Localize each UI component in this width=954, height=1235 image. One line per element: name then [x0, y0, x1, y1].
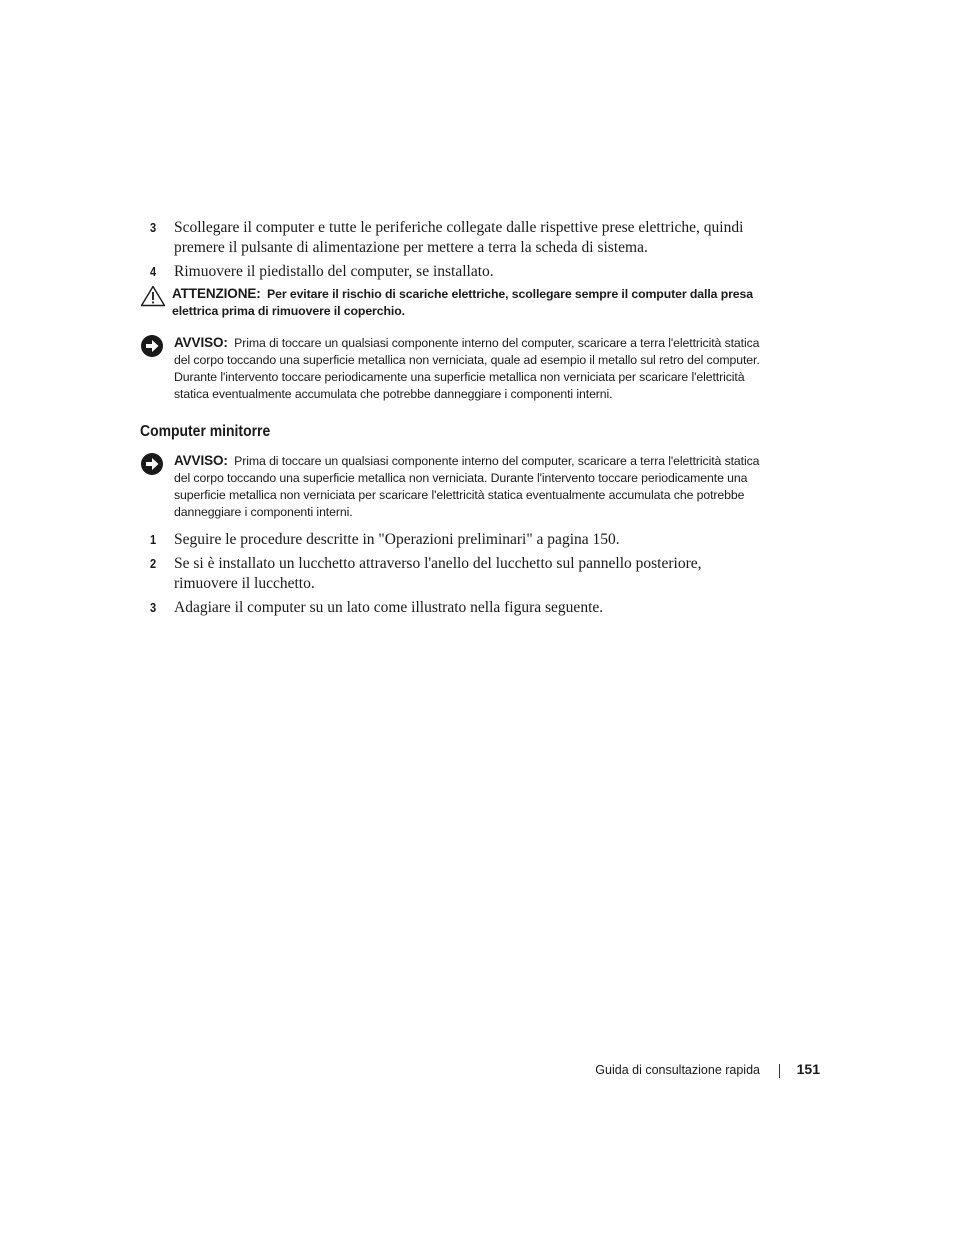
step-1-preliminary	[150, 530, 760, 550]
caution-label: ATTENZIONE:	[172, 286, 261, 301]
step-number: 4	[150, 264, 157, 279]
step-number: 2	[150, 556, 157, 571]
step-text: Rimuovere il piedistallo del computer, se installato.	[174, 263, 494, 280]
notice-arrow-icon	[140, 452, 166, 476]
notice-label: AVVISO:	[174, 453, 228, 468]
step-number: 3	[150, 220, 157, 235]
caution-text: Per evitare il rischio di scariche elettriche, scollegare sempre il computer dalla presa elettrica prima di rimuovere il coperchio.	[172, 287, 754, 318]
section-heading: Computer minitorre	[140, 423, 271, 440]
step-text: Se si è installato un lucchetto attraverso l'anello del lucchetto sul pannello posteriore, rimuovere il lucchetto.	[174, 555, 702, 592]
step-3-lay-on-side	[150, 598, 760, 618]
step-text: Scollegare il computer e tutte le periferiche collegate dalle rispettive prese elettriche, quindi premere il pulsante di alimentazione per mettere a terra la scheda di sistema.	[174, 219, 744, 256]
caution-note	[140, 285, 765, 320]
notice-text: Prima di toccare un qualsiasi componente interno del computer, scaricare a terra l'elettricità statica del corpo toccando una superficie metallica non verniciata, quale ad esempio il metallo sul retro del computer. Durante l'intervento toccare periodicamente una superficie metallica non verniciata per scaricare l'elettricità statica eventualmente accumulata che potrebbe danneggiare i componenti interni.	[174, 336, 760, 401]
step-2-remove-padlock	[150, 554, 760, 594]
step-text: Adagiare il computer su un lato come illustrato nella figura seguente.	[174, 599, 604, 616]
notice-text: Prima di toccare un qualsiasi componente interno del computer, scaricare a terra l'elettricità statica del corpo toccando una superficie metallica non verniciata. Durante l'intervento toccare periodicamente una superficie metallica non verniciata per scaricare l'elettricità statica eventualmente accumulata che potrebbe danneggiare i componenti interni.	[174, 454, 760, 519]
footer-title: Guida di consultazione rapida	[595, 1063, 760, 1077]
notice-note-2	[140, 452, 765, 521]
step-4-remove-stand	[150, 262, 760, 282]
notice-label: AVVISO:	[174, 335, 228, 350]
step-number: 3	[150, 600, 157, 615]
step-text: Seguire le procedure descritte in "Operazioni preliminari" a pagina 150.	[174, 531, 620, 548]
step-number: 1	[150, 532, 157, 547]
step-3-unplug	[150, 218, 760, 258]
notice-note-1	[140, 334, 765, 403]
notice-arrow-icon	[140, 334, 166, 358]
page-footer	[560, 1061, 822, 1081]
page-number: 151	[796, 1061, 820, 1077]
footer-separator	[779, 1064, 780, 1078]
warning-triangle-icon	[140, 285, 166, 309]
